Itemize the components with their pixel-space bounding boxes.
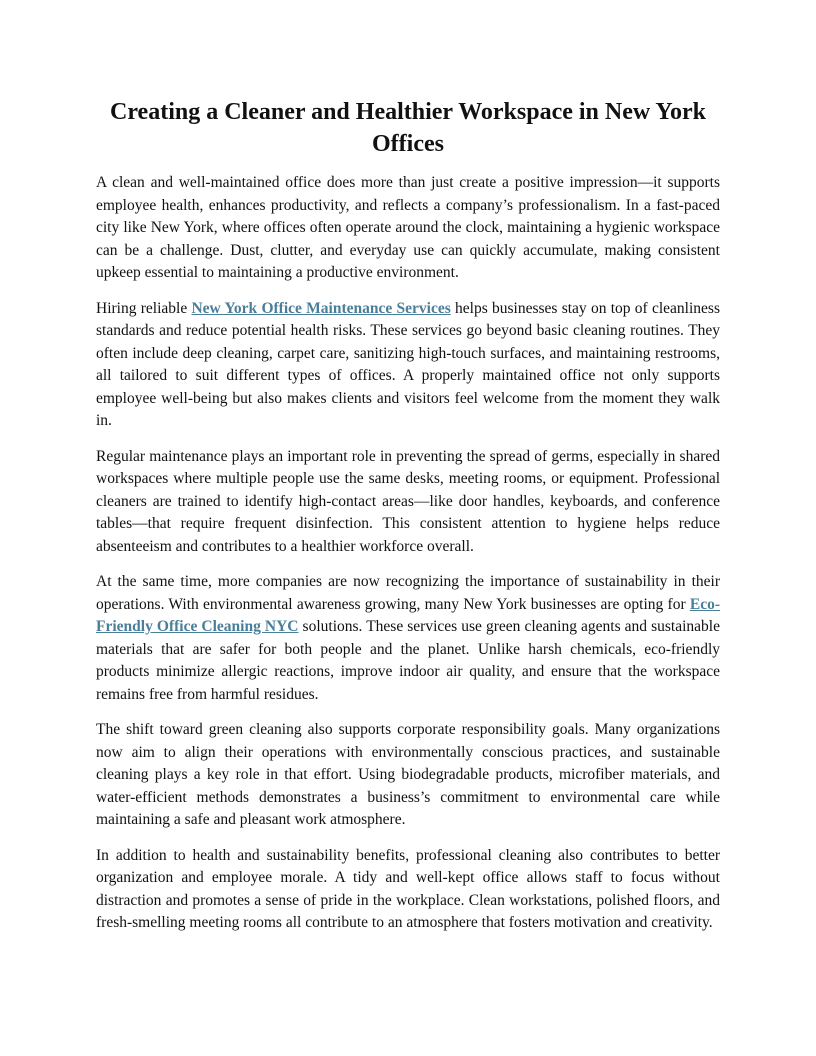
paragraph-text: solutions. These services use green cleaning agents and sustainable materials that are safer for both people and the planet. Unlike harsh chemicals, eco-friendly products minimize allergic reactions, improve indoor air quality, and ensure that the workspace remains free from harmful residues. bbox=[96, 618, 720, 703]
eco-friendly-cleaning-link[interactable]: Eco-Friendly Office Cleaning NYC bbox=[96, 595, 720, 635]
paragraph-intro: A clean and well-maintained office does more than just create a positive impression—it supports employee health, enhances productivity, and reflects a company’s professionalism. In a fast-paced city like New York, where offices often operate around the clock, maintaining a hygienic workspace can be a challenge. Dust, clutter, and everyday use can quickly accumulate, making consistent upkeep essential to maintaining a productive environment. bbox=[96, 174, 720, 281]
paragraph-maintenance-services bbox=[96, 298, 720, 433]
paragraph-text: At the same time, more companies are now recognizing the importance of sustainability in their operations. With environmental awareness growing, many New York businesses are opting for bbox=[96, 573, 720, 613]
document-page bbox=[96, 96, 720, 948]
page-title: Creating a Cleaner and Healthier Workspace in New York Offices bbox=[110, 99, 706, 157]
paragraph-sustainability bbox=[96, 571, 720, 706]
paragraph-regular-maintenance: Regular maintenance plays an important role in preventing the spread of germs, especially in shared workspaces where multiple people use the same desks, meeting rooms, or equipment. Professional cleaners are trained to identify high-contact areas—like door handles, keyboards, and conference tables—that require frequent disinfection. This consistent attention to hygiene helps reduce absenteeism and contributes to a healthier workforce overall. bbox=[96, 447, 720, 555]
paragraph-green-cleaning: The shift toward green cleaning also supports corporate responsibility goals. Many organizations now aim to align their operations with environmentally conscious practices, and sustainable cleaning plays a key role in that effort. Using biodegradable products, microfiber materials, and water-efficient methods demonstrates a business’s commitment to environmental care while maintaining a safe and pleasant work atmosphere. bbox=[96, 721, 720, 828]
paragraph-text: helps businesses stay on top of cleanliness standards and reduce potential health risks. These services go beyond basic cleaning routines. They often include deep cleaning, carpet care, sanitizing high-touch surfaces, and maintaining restrooms, all tailored to suit different types of offices. A properly maintained office not only supports employee well-being but also makes clients and visitors feel welcome from the moment they walk in. bbox=[96, 299, 720, 429]
maintenance-services-link[interactable]: New York Office Maintenance Services bbox=[191, 299, 451, 317]
paragraph-morale: In addition to health and sustainability benefits, professional cleaning also contributes to better organization and employee morale. A tidy and well-kept office allows staff to focus without distraction and promotes a sense of pride in the workplace. Clean workstations, polished floors, and fresh-smelling meeting rooms all contribute to an atmosphere that fosters motivation and creativity. bbox=[96, 846, 720, 931]
paragraph-text: Hiring reliable bbox=[96, 299, 192, 317]
